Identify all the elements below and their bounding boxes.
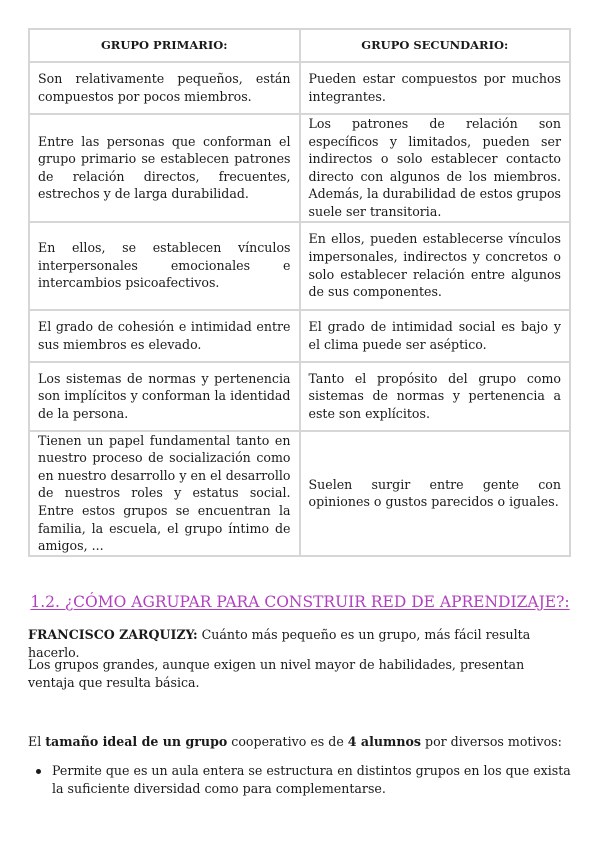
emphasis-tamano: tamaño ideal de un grupo xyxy=(45,734,228,749)
table-row xyxy=(29,362,570,431)
table-row xyxy=(29,62,570,114)
table-cell-secundario: El grado de intimidad social es bajo y el clima puede ser aséptico. xyxy=(300,310,571,362)
table-cell-primario: En ellos, se establecen vínculos interpersonales emocionales e intercambios psicoafectivos. xyxy=(29,222,300,310)
paragraph-text: cooperativo es de xyxy=(227,734,348,749)
table-cell-secundario: Suelen surgir entre gente con opiniones o gustos parecidos o iguales. xyxy=(300,431,571,556)
bullet-list xyxy=(28,762,573,798)
table-row xyxy=(29,310,570,362)
emphasis-alumnos: 4 alumnos xyxy=(347,734,422,749)
table-row xyxy=(29,222,570,310)
table-row xyxy=(29,114,570,222)
table-cell-secundario: Tanto el propósito del grupo como sistemas de normas y pertenencia a este son explícitos. xyxy=(300,362,571,431)
table-cell-secundario: Pueden estar compuestos por muchos integrantes. xyxy=(300,62,571,114)
table-cell-primario: El grado de cohesión e intimidad entre sus miembros es elevado. xyxy=(29,310,300,362)
table-cell-primario: Son relativamente pequeños, están compuestos por pocos miembros. xyxy=(29,62,300,114)
list-item xyxy=(28,762,573,798)
author-name: FRANCISCO ZARQUIZY: xyxy=(28,627,198,642)
comparison-table xyxy=(28,28,571,557)
paragraph-grupos-grandes: Los grupos grandes, aunque exigen un nivel mayor de habilidades, presentan ventaja que resulta básica. xyxy=(28,657,525,690)
paragraph-text: Cuánto más pequeño es un grupo, más fácil resulta hacerlo. xyxy=(28,627,531,660)
table-header-row xyxy=(29,29,570,62)
table-row xyxy=(29,431,570,556)
table-cell-primario: Entre las personas que conforman el grupo primario se establecen patrones de relación directos, frecuentes, estrechos y de larga durabilidad. xyxy=(29,114,300,222)
list-item-text: Permite que es un aula entera se estructura en distintos grupos en los que exista la suficiente diversidad como para complementarse. xyxy=(52,763,571,796)
table-cell-secundario: Los patrones de relación son específicos y limitados, pueden ser indirectos o solo establecer contacto directo con algunos de los miembros. Además, la durabilidad de estos grupos suele ser transitoria. xyxy=(300,114,571,222)
table-cell-primario: Los sistemas de normas y pertenencia son implícitos y conforman la identidad de la persona. xyxy=(29,362,300,431)
paragraph-tamano-ideal xyxy=(28,733,573,751)
bullet-dot-icon xyxy=(36,769,41,774)
table-cell-secundario: En ellos, pueden establecerse vínculos impersonales, indirectos y concretos o solo establecer relación entre algunos de sus componentes. xyxy=(300,222,571,310)
section-heading: 1.2. ¿CÓMO AGRUPAR PARA CONSTRUIR RED DE APRENDIZAJE?: xyxy=(30,593,570,611)
table-cell-primario: Tienen un papel fundamental tanto en nuestro proceso de socialización como en nuestro desarrollo y en el desarrollo de nuestros roles y estatus social. Entre estos grupos se encuentran la familia, la escuela, el grupo íntimo de amigos, ... xyxy=(29,431,300,556)
paragraph-text: por diversos motivos: xyxy=(421,734,562,749)
paragraph-text: El xyxy=(28,734,46,749)
header-grupo-primario: GRUPO PRIMARIO: xyxy=(29,29,300,62)
header-grupo-secundario: GRUPO SECUNDARIO: xyxy=(300,29,571,62)
